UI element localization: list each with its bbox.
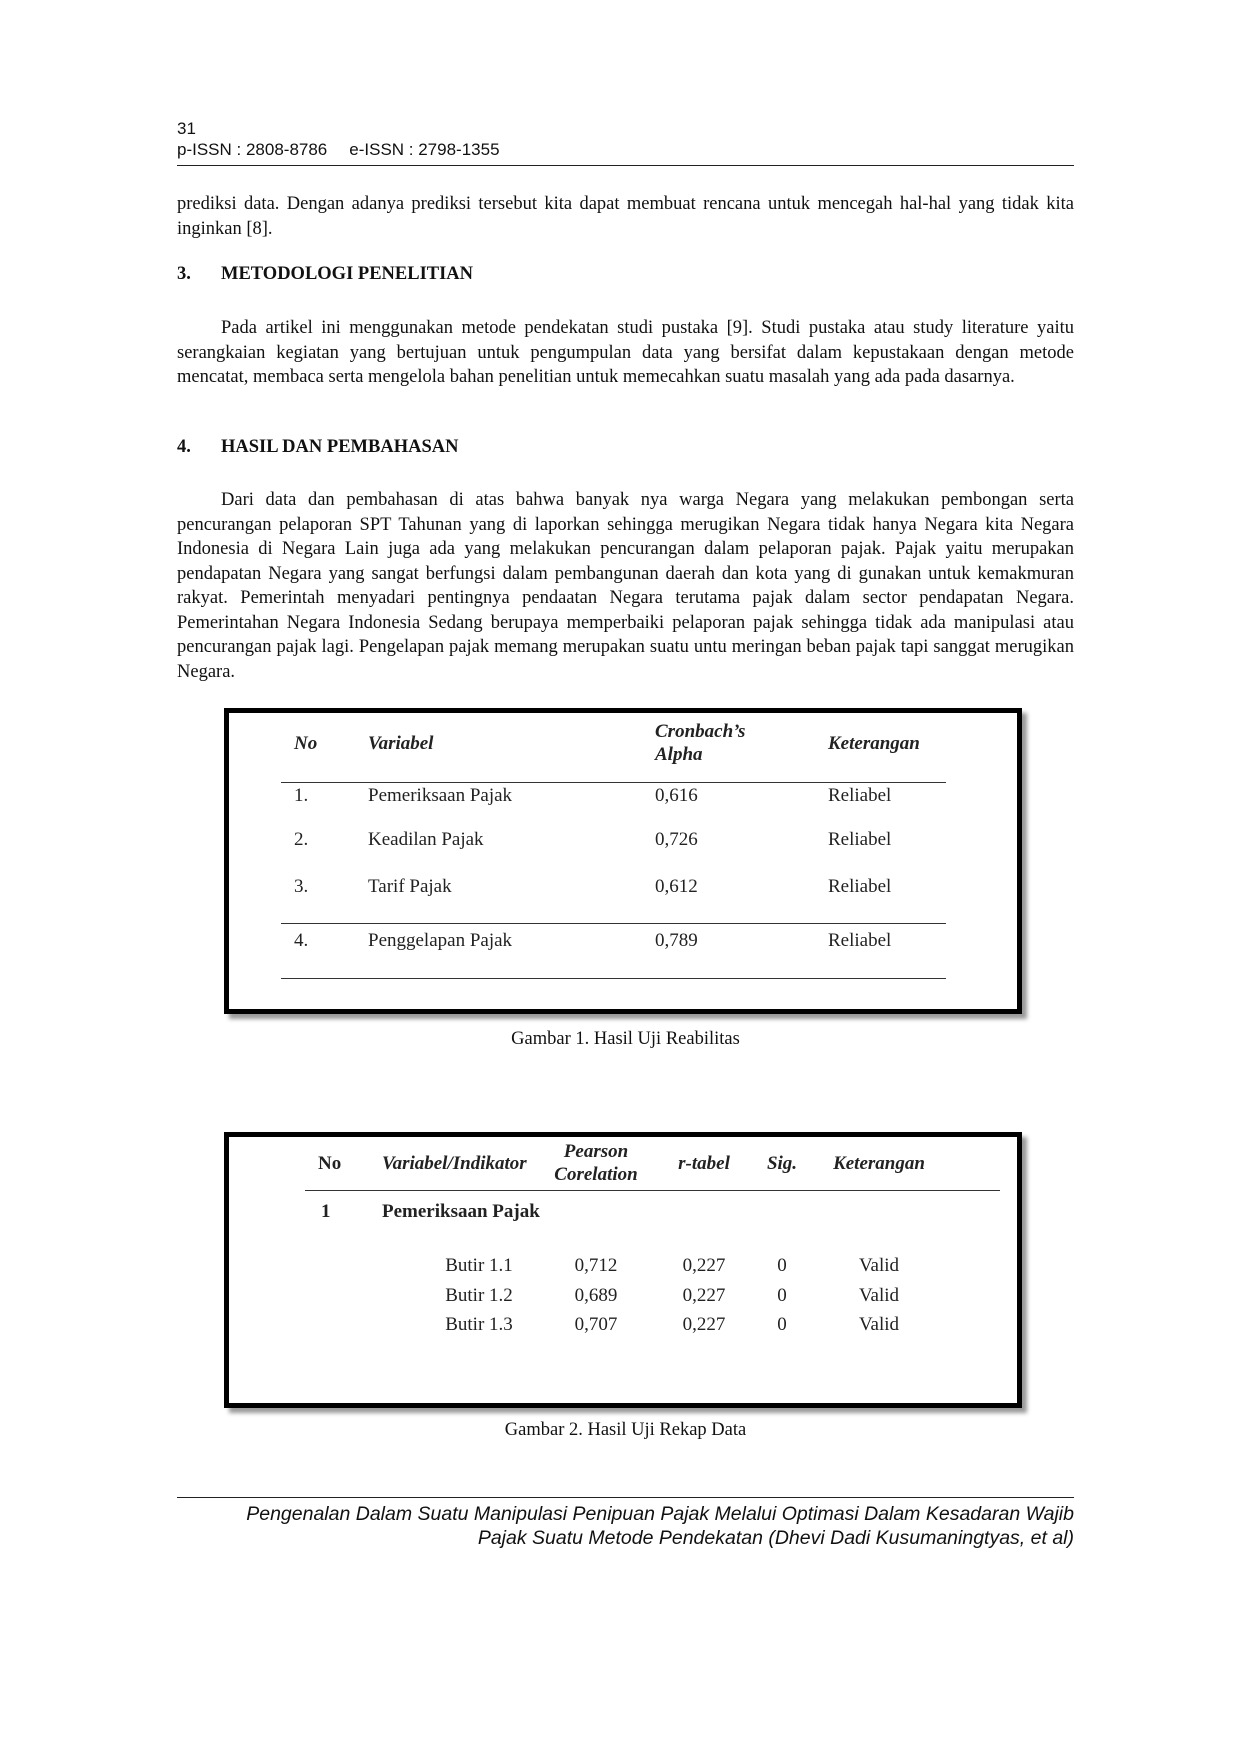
section-4-number: 4. (177, 437, 191, 457)
fig1-row-3-no: 3. (294, 876, 309, 897)
header-rule (177, 165, 1074, 166)
figure-2-table (224, 1132, 1022, 1408)
fig1-row-rule (281, 923, 946, 924)
fig2-row-3-indikator: Butir 1.3 (445, 1314, 513, 1335)
fig2-row-2-sig: 0 (777, 1285, 787, 1306)
fig2-row-1-rtabel: 0,227 (682, 1255, 726, 1276)
fig1-row-2-keterangan: Reliabel (828, 829, 892, 850)
fig1-bottom-rule (281, 978, 946, 979)
fig2-header-pearson-line2: Corelation (554, 1164, 638, 1185)
fig1-row-2-variabel: Keadilan Pajak (368, 829, 484, 850)
fig2-row-2-keterangan: Valid (858, 1285, 900, 1306)
fig1-header-variabel: Variabel (368, 733, 434, 754)
fig1-row-2-alpha: 0,726 (655, 829, 698, 850)
fig2-row-1-sig: 0 (777, 1255, 787, 1276)
fig1-header-alpha (655, 720, 745, 766)
fig1-row-1-keterangan: Reliabel (828, 785, 892, 806)
intro-paragraph: prediksi data. Dengan adanya prediksi tersebut kita dapat membuat rencana untuk mencegah hal-hal yang tidak kita inginkan [8]. (177, 194, 1074, 239)
section-4-heading (177, 437, 458, 458)
fig1-row-4-alpha: 0,789 (655, 930, 698, 951)
fig2-header-variabel: Variabel/Indikator (382, 1153, 527, 1174)
page-header (177, 118, 1074, 160)
fig1-header-no: No (294, 733, 318, 754)
fig1-row-1-no: 1. (294, 785, 309, 806)
figure-1-caption: Gambar 1. Hasil Uji Reabilitas (511, 1029, 740, 1049)
fig2-row-1-indikator: Butir 1.1 (445, 1255, 513, 1276)
fig1-row-3-variabel: Tarif Pajak (368, 876, 452, 897)
fig2-row-3-keterangan: Valid (858, 1314, 900, 1335)
fig2-header-rule (305, 1190, 1000, 1191)
fig1-row-1-alpha: 0,616 (655, 785, 698, 806)
fig1-row-4-keterangan: Reliabel (828, 930, 892, 951)
fig2-row-3-pearson: 0,707 (574, 1314, 618, 1335)
fig2-row-2-rtabel: 0,227 (682, 1285, 726, 1306)
fig2-header-keterangan: Keterangan (833, 1153, 925, 1174)
fig2-row-3-sig: 0 (777, 1314, 787, 1335)
pissn: p-ISSN : 2808-8786 (177, 140, 328, 159)
fig2-group-no: 1 (321, 1201, 331, 1222)
section-3-paragraph: Pada artikel ini menggunakan metode pendekatan studi pustaka [9]. Studi pustaka atau study literature yaitu serangkaian kegiatan yang bertujuan untuk pengumpulan data yang bersifat dalam kepustakaan dengan metode mencatat, membaca serta mengelola bahan penelitian untuk memecahkan suatu masalah yang ada pada dasarnya. (177, 318, 1074, 387)
section-3-heading (177, 264, 473, 285)
fig2-row-3-rtabel: 0,227 (682, 1314, 726, 1335)
section-4-title: HASIL DAN PEMBAHASAN (221, 437, 459, 457)
fig2-header-rtabel: r-tabel (678, 1153, 730, 1174)
page-number: 31 (177, 119, 196, 138)
fig2-header-pearson-line1: Pearson (563, 1141, 629, 1162)
footer-line-2: Pajak Suatu Metode Pendekatan (Dhevi Dadi Kusumaningtyas, et al) (477, 1527, 1074, 1549)
fig2-row-1-pearson: 0,712 (574, 1255, 618, 1276)
figure-2-caption: Gambar 2. Hasil Uji Rekap Data (504, 1420, 747, 1440)
fig2-group-label: Pemeriksaan Pajak (382, 1201, 540, 1222)
fig1-row-2-no: 2. (294, 829, 309, 850)
page-footer (177, 1502, 1074, 1550)
fig1-row-3-keterangan: Reliabel (828, 876, 892, 897)
fig2-row-2-pearson: 0,689 (574, 1285, 618, 1306)
issn-line (177, 139, 1074, 160)
fig2-row-1-keterangan: Valid (858, 1255, 900, 1276)
fig1-header-rule (281, 782, 946, 783)
fig2-row-2-indikator: Butir 1.2 (445, 1285, 513, 1306)
section-3-title: METODOLOGI PENELITIAN (221, 264, 474, 284)
fig1-header-keterangan: Keterangan (828, 733, 920, 754)
section-3-number: 3. (177, 264, 191, 284)
fig1-row-3-alpha: 0,612 (655, 876, 698, 897)
section-4-paragraph: Dari data dan pembahasan di atas bahwa banyak nya warga Negara yang melakukan pembongan serta pencurangan pelaporan SPT Tahunan yang di laporkan sehingga merugikan Negara tidak hanya Negara kita Negara Indonesia di Negara Lain juga ada yang melakukan pencurangan dalam pelaporan pajak. Pajak yaitu merupakan pendapatan Negara yang sangat berfungsi dalam pembangunan daerah dan kota yang di gunakan untuk kemakmuran rakyat. Pemerintah menyadari pentingnya pendaatan Negara terutama pajak dalam sector pendapatan Negara. Pemerintahan Negara Indonesia Sedang berupaya memperbaiki pelaporan pajak sehingga tidak ada manipulasi atau pencurangan pajak lagi. Pengelapan pajak memang merupakan suatu untu meringan beban pajak tapi sanggat merugikan Negara. (177, 490, 1074, 682)
fig2-header-no: No (318, 1153, 342, 1174)
fig1-row-1-variabel: Pemeriksaan Pajak (368, 785, 513, 806)
fig2-header-sig: Sig. (766, 1153, 798, 1174)
figure-1-table (224, 708, 1022, 1014)
footer-rule (177, 1497, 1074, 1498)
fig2-header-pearson (546, 1140, 646, 1186)
fig1-header-alpha-line2: Alpha (655, 744, 703, 765)
footer-line-1: Pengenalan Dalam Suatu Manipulasi Penipuan Pajak Melalui Optimasi Dalam Kesadaran Wajib (246, 1503, 1074, 1525)
fig1-row-4-no: 4. (294, 930, 309, 951)
fig1-row-4-variabel: Penggelapan Pajak (368, 930, 513, 951)
eissn: e-ISSN : 2798-1355 (349, 140, 500, 159)
fig1-header-alpha-line1: Cronbach’s (655, 721, 746, 742)
